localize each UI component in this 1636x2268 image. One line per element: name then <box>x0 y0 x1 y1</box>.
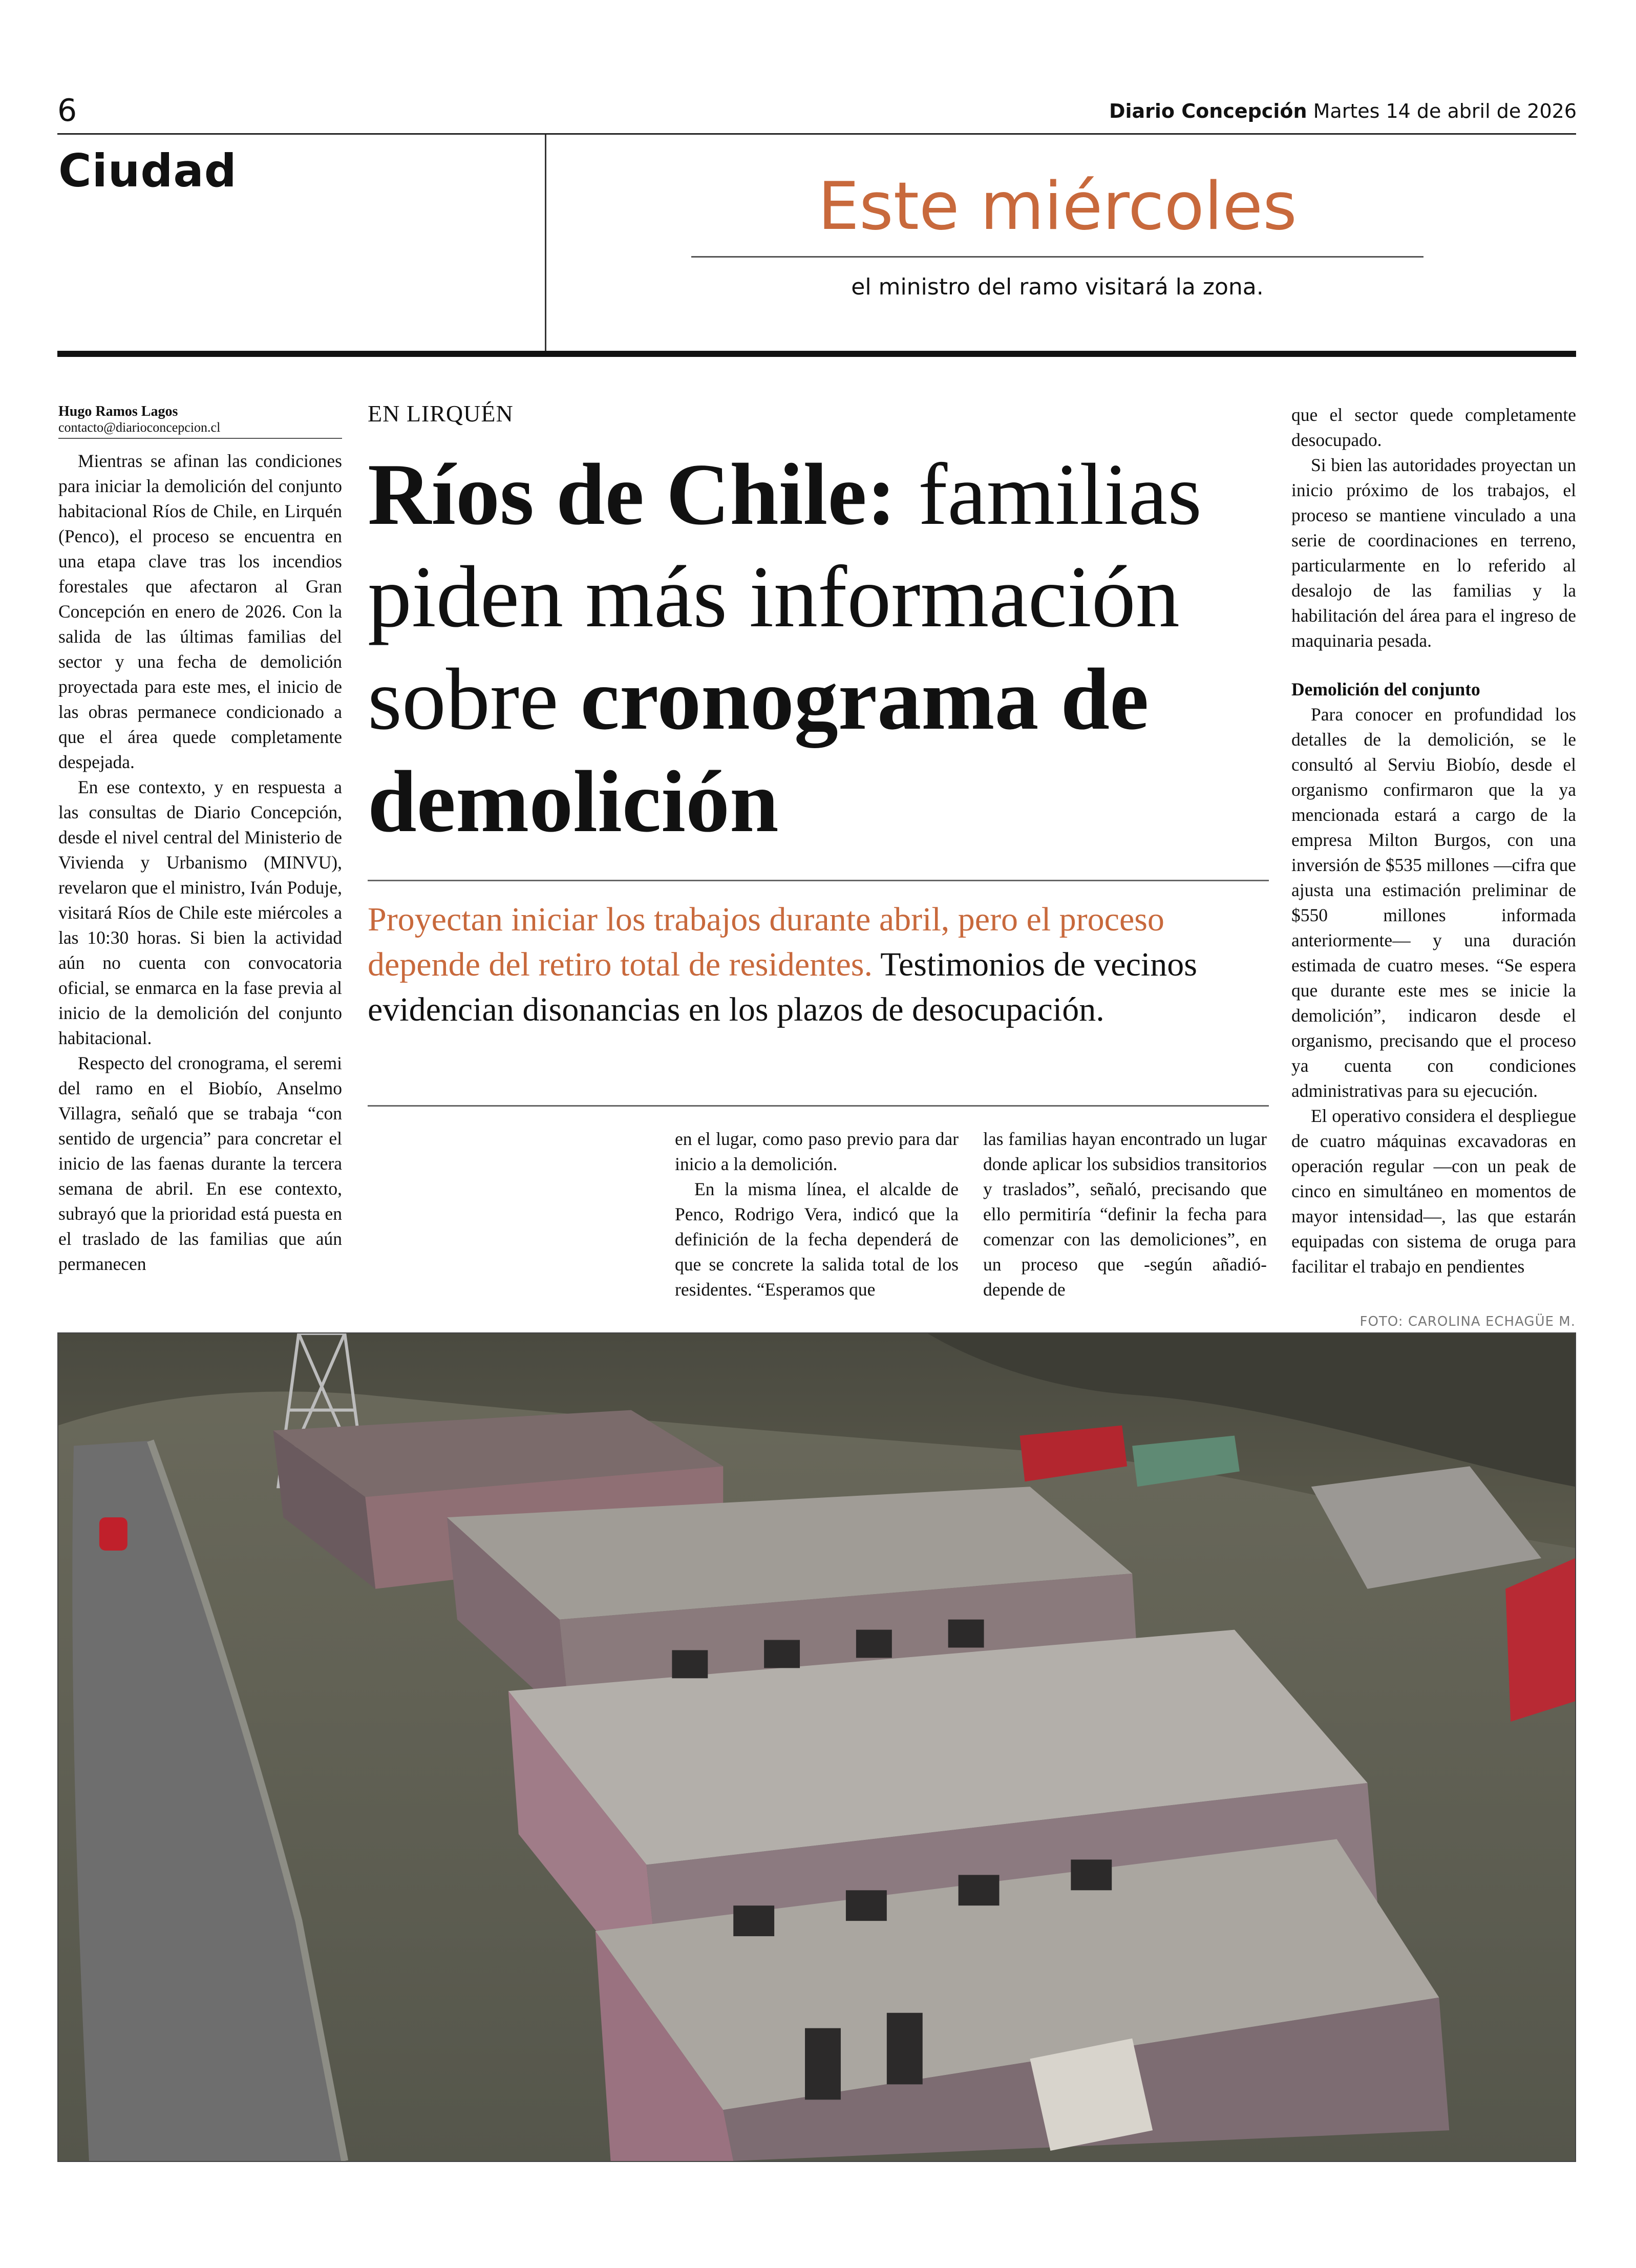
paragraph: Si bien las autoridades proyectan un inicio próximo de los trabajos, el proceso se mantiene vinculado a una serie de coordinaciones en terreno, particularmente en lo referido al desalojo de las familias y la habilitación del área para el ingreso de maquinaria pesada. <box>1291 455 1576 651</box>
article-column-1 <box>58 449 342 1277</box>
lead-accent: Proyectan iniciar los trabajos durante abril, pero el proceso depende del retiro total de residentes. <box>368 901 1164 983</box>
paragraph: en el lugar, como paso previo para dar inicio a la demolición. <box>675 1129 959 1174</box>
paragraph: Respecto del cronograma, el seremi del ramo en el Biobío, Anselmo Villagra, señaló que se trabaja “con sentido de urgencia” para concretar el inicio de las faenas durante la tercera semana de abril. En ese contexto, subrayó que la prioridad está puesta en el traslado de las familias que aún permanecen <box>58 1053 342 1274</box>
teaser-subtitle: el ministro del ramo visitará la zona. <box>851 274 1264 300</box>
paragraph: El operativo considera el despliegue de cuatro máquinas excavadoras en operación regular —con un peak de cinco en simultáneo en momentos de mayor intensidad—, las que estarán equipadas con sistema de oruga para facilitar el trabajo en pendientes <box>1291 1106 1576 1277</box>
article-column-3 <box>675 1127 959 1302</box>
lead-rest: Testimonios de vecinos evidencian disonancias en los plazos de desocupación. <box>368 946 1197 1028</box>
headline-bold-1: Ríos de Chile: <box>368 446 896 543</box>
teaser-rule <box>691 256 1423 258</box>
paragraph: las familias hayan encontrado un lugar donde aplicar los subsidios transitorios y traslados”, señaló, precisando que ello permitiría “definir la fecha para comenzar con las demoliciones”, en un proceso que -según añadió- depende de <box>983 1129 1267 1300</box>
kicker: EN LIRQUÉN <box>368 400 514 427</box>
photo-credit: FOTO: CAROLINA ECHAGÜE M. <box>1359 1314 1576 1329</box>
headline-regular: familias piden más información sobre <box>368 446 1202 748</box>
page-number: 6 <box>57 93 77 129</box>
brand-name: Diario Concepción <box>1109 100 1307 122</box>
lead-rule-top <box>368 880 1269 881</box>
article-column-4 <box>983 1127 1267 1302</box>
header-rule <box>57 133 1576 135</box>
byline-email: contacto@diarioconcepcion.cl <box>58 420 221 435</box>
teaser-title: Este miércoles <box>818 168 1297 245</box>
paragraph: En ese contexto, y en respuesta a las consultas de Diario Concepción, desde el nivel central del Ministerio de Vivienda y Urbanismo (MINVU), revelaron que el ministro, Iván Poduje, visitará Ríos de Chile este miércoles a las 10:30 horas. Si bien la actividad aún no cuenta con convocatoria oficial, se enmarca en la fase previa al inicio de la demolición del conjunto habitacional. <box>58 777 342 1048</box>
issue-date: Martes 14 de abril de 2026 <box>1313 100 1577 122</box>
lead-rule-bottom <box>368 1105 1269 1107</box>
paragraph: Para conocer en profundidad los detalles de la demolición, se le consultó al Serviu Biobío, desde el organismo confirmaron que la ya mencionada estará a cargo de la empresa Milton Burgos, con una inversión de $535 millones —cifra que ajusta una estimación preliminar de $550 millones informada anteriormente— y una duración estimada de cuatro meses. “Se espera que durante este mes se inicie la demolición”, indicaron desde el organismo, precisando que el proceso ya cuenta con condiciones administrativas para su ejecución. <box>1291 704 1576 1101</box>
burned-buildings-illustration <box>58 1333 1575 2161</box>
section-rule <box>57 351 1576 357</box>
header-brand <box>1109 101 1577 121</box>
paragraph: Mientras se afinan las condiciones para iniciar la demolición del conjunto habitacional Ríos de Chile, en Lirquén (Penco), el proceso se encuentra en una etapa clave tras los incendios forestales que afectaron al Gran Concepción en enero de 2026. Con la salida de las últimas familias del sector y una fecha de demolición proyectada para este mes, el inicio de las obras permanece condicionado a que el área quede completamente despejada. <box>58 451 342 772</box>
paragraph: En la misma línea, el alcalde de Penco, Rodrigo Vera, indicó que la definición de la fecha dependerá de que se concrete la salida total de los residentes. “Esperamos que <box>675 1179 959 1300</box>
header-divider <box>545 135 546 351</box>
paragraph: que el sector quede completamente desocupado. <box>1291 405 1576 450</box>
headline <box>368 443 1269 853</box>
article-column-5 <box>1291 402 1576 1279</box>
aerial-photo <box>57 1332 1576 2162</box>
byline-author: Hugo Ramos Lagos <box>58 404 178 419</box>
subheading: Demolición del conjunto <box>1291 679 1480 700</box>
lead-paragraph <box>368 897 1269 1032</box>
headline-bold-2: cronograma de demolición <box>368 651 1149 851</box>
section-name: Ciudad <box>58 144 237 197</box>
byline-rule <box>58 438 342 439</box>
